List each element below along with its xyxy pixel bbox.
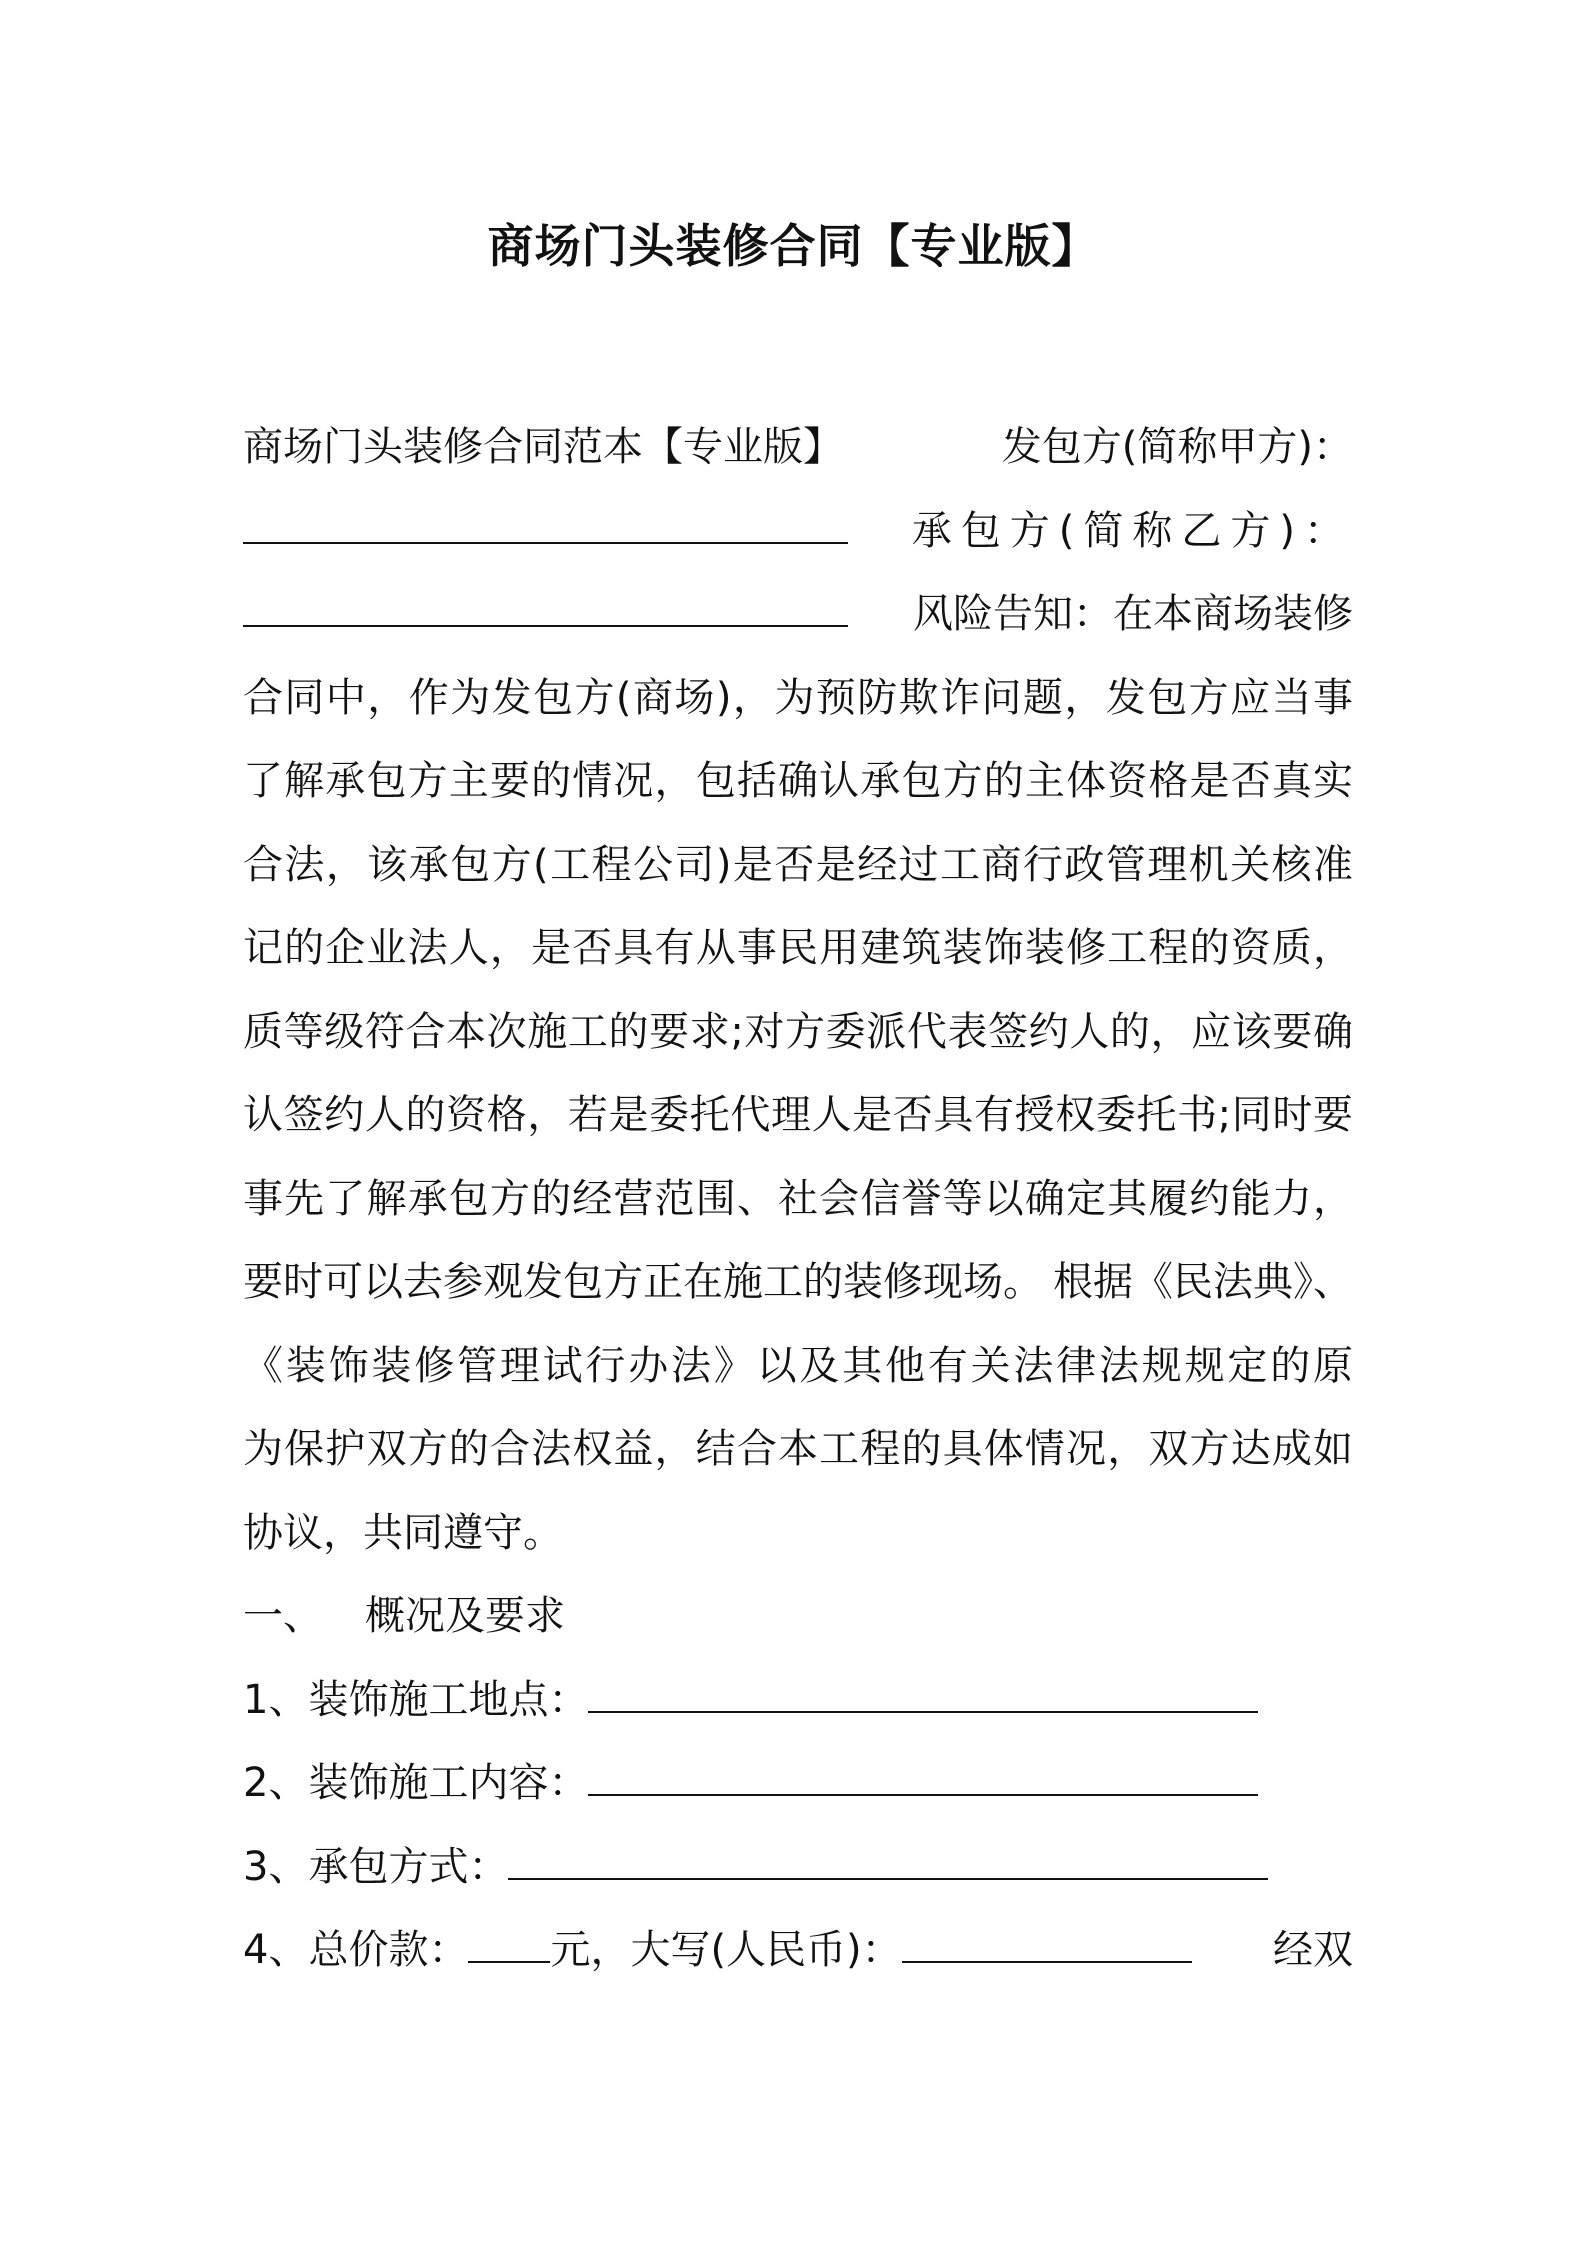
item-4-label: 4、总价款： — [243, 1927, 469, 1973]
item-4 — [243, 1909, 1353, 1993]
paragraph-line: 了解承包方主要的情况，包括确认承包方的主体资格是否真实 — [243, 758, 1353, 804]
item-1-label: 1、装饰施工地点： — [243, 1676, 589, 1723]
paragraph-line: 合法，该承包方(工程公司)是否是经过工商行政管理机关核准 — [243, 841, 1353, 888]
party-b-label: 承包方(简称乙方)： — [911, 507, 1353, 554]
item-2-blank — [588, 1750, 1258, 1796]
contract-subtitle: 商场门头装修合同范本【专业版】 — [243, 424, 843, 470]
document-body — [243, 406, 1353, 1993]
paragraph-line: 合同中，作为发包方(商场)，为预防欺诈问题，发包方应当事 — [243, 674, 1353, 721]
item-4-unit: 元，大写(人民币)： — [550, 1927, 902, 1973]
item-2-label: 2、装饰施工内容： — [243, 1760, 589, 1806]
paragraph-line: 记的企业法人，是否具有从事民用建筑装饰装修工程的资质， — [243, 925, 1353, 971]
closing-line: 《装饰装修管理试行办法》以及其他有关法律法规规定的原 — [243, 1342, 1353, 1389]
party-a-label: 发包方(简称甲方)： — [1001, 424, 1353, 470]
intro-line-1 — [243, 406, 1353, 490]
item-1-blank — [588, 1667, 1258, 1713]
intro-line-3 — [243, 573, 1353, 657]
paragraph-line: 质等级符合本次施工的要求;对方委派代表签约人的，应该要确 — [243, 1008, 1353, 1055]
basis-line — [243, 1241, 1353, 1325]
paragraph-line-end: 要时可以去参观发包方正在施工的装修现场。 — [243, 1259, 1043, 1305]
intro-line-2 — [243, 490, 1353, 574]
party-a-blank — [243, 490, 848, 574]
item-4-tail: 经双 — [1273, 1927, 1353, 1973]
section-number: 一、 — [243, 1593, 323, 1639]
section-1-heading — [243, 1575, 1353, 1659]
item-2 — [243, 1742, 1353, 1826]
legal-basis-start: 根据《民法典》、 — [1053, 1259, 1353, 1305]
section-title: 概况及要求 — [365, 1593, 565, 1639]
item-3-blank — [508, 1834, 1268, 1880]
item-4-words-blank — [902, 1917, 1192, 1963]
paragraph-line: 认签约人的资格，若是委托代理人是否具有授权委托书;同时要 — [243, 1092, 1353, 1138]
closing-line-last: 协议，共同遵守。 — [243, 1509, 563, 1556]
closing-line: 为保护双方的合法权益，结合本工程的具体情况，双方达成如 — [243, 1426, 1353, 1472]
party-b-blank — [243, 573, 848, 657]
risk-notice-label: 风险告知：在本商场装修 — [913, 591, 1353, 637]
item-3-label: 3、承包方式： — [243, 1843, 509, 1890]
document-title: 商场门头装修合同【专业版】 — [487, 219, 1099, 273]
paragraph-line: 事先了解承包方的经营范围、社会信誉等以确定其履约能力， — [243, 1175, 1353, 1222]
item-3 — [243, 1826, 1353, 1910]
item-4-amount-blank — [468, 1917, 550, 1963]
item-1 — [243, 1659, 1353, 1743]
